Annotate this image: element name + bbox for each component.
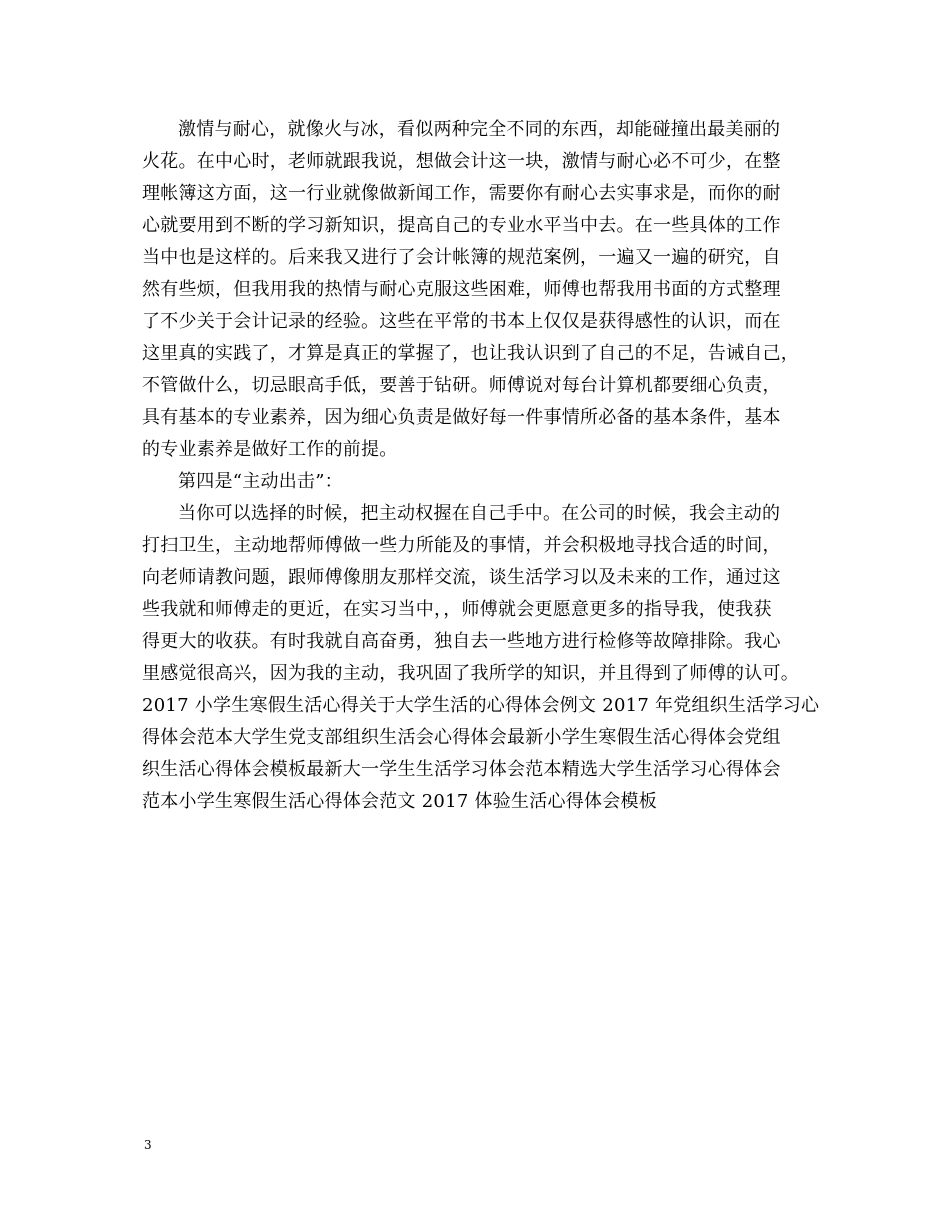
related-links-line: 2017 小学生寒假生活心得关于大学生活的心得体会例文 2017 年党组织生活学习心 [142, 695, 820, 716]
text-line: 不管做什么，切忌眼高手低，要善于钻研。师傅说对每台计算机都要细心负责， [142, 375, 781, 396]
text-line: 当你可以选择的时候，把主动权握在自己手中。在公司的时候，我会主动的 [178, 503, 781, 524]
text-line: 打扫卫生，主动地帮师傅做一些力所能及的事情，并会积极地寻找合适的时间， [142, 535, 781, 556]
text-line: 里感觉很高兴，因为我的主动，我巩固了我所学的知识，并且得到了师傅的认可。 [142, 663, 799, 684]
text-line: 的专业素养是做好工作的前提。 [142, 439, 398, 460]
text-line: 火花。在中心时，老师就跟我说，想做会计这一块，激情与耐心必不可少，在整 [142, 151, 781, 172]
related-links-line: 范本小学生寒假生活心得体会范文 2017 体验生活心得体会模板 [142, 791, 657, 812]
text-line: 得更大的收获。有时我就自高奋勇，独自去一些地方进行检修等故障排除。我心 [142, 631, 781, 652]
text-line: 心就要用到不断的学习新知识，提高自己的专业水平当中去。在一些具体的工作 [142, 215, 781, 236]
body-text [142, 114, 820, 818]
text-line: 这里真的实践了，才算是真正的掌握了，也让我认识到了自己的不足，告诫自己， [142, 343, 799, 364]
text-line: 激情与耐心，就像火与冰，看似两种完全不同的东西，却能碰撞出最美丽的 [178, 119, 781, 140]
related-links-line: 得体会范本大学生党支部组织生活会心得体会最新小学生寒假生活心得体会党组 [142, 727, 781, 748]
text-line: 些我就和师傅走的更近，在实习当中，，师傅就会更愿意更多的指导我，使我获 [142, 599, 772, 620]
text-line: 向老师请教问题，跟师傅像朋友那样交流，谈生活学习以及未来的工作，通过这 [142, 567, 781, 588]
page-number: 3 [144, 1138, 152, 1152]
text-line: 具有基本的专业素养，因为细心负责是做好每一件事情所必备的基本条件，基本 [142, 407, 781, 428]
section-heading: 第四是“主动出击”： [178, 471, 343, 492]
text-line: 当中也是这样的。后来我又进行了会计帐簿的规范案例，一遍又一遍的研究，自 [142, 247, 781, 268]
text-line: 然有些烦，但我用我的热情与耐心克服这些困难，师傅也帮我用书面的方式整理 [142, 279, 781, 300]
text-line: 了不少关于会计记录的经验。这些在平常的书本上仅仅是获得感性的认识，而在 [142, 311, 781, 332]
text-line: 理帐簿这方面，这一行业就像做新闻工作，需要你有耐心去实事求是，而你的耐 [142, 183, 781, 204]
related-links-line: 织生活心得体会模板最新大一学生生活学习体会范本精选大学生活学习心得体会 [142, 759, 781, 780]
